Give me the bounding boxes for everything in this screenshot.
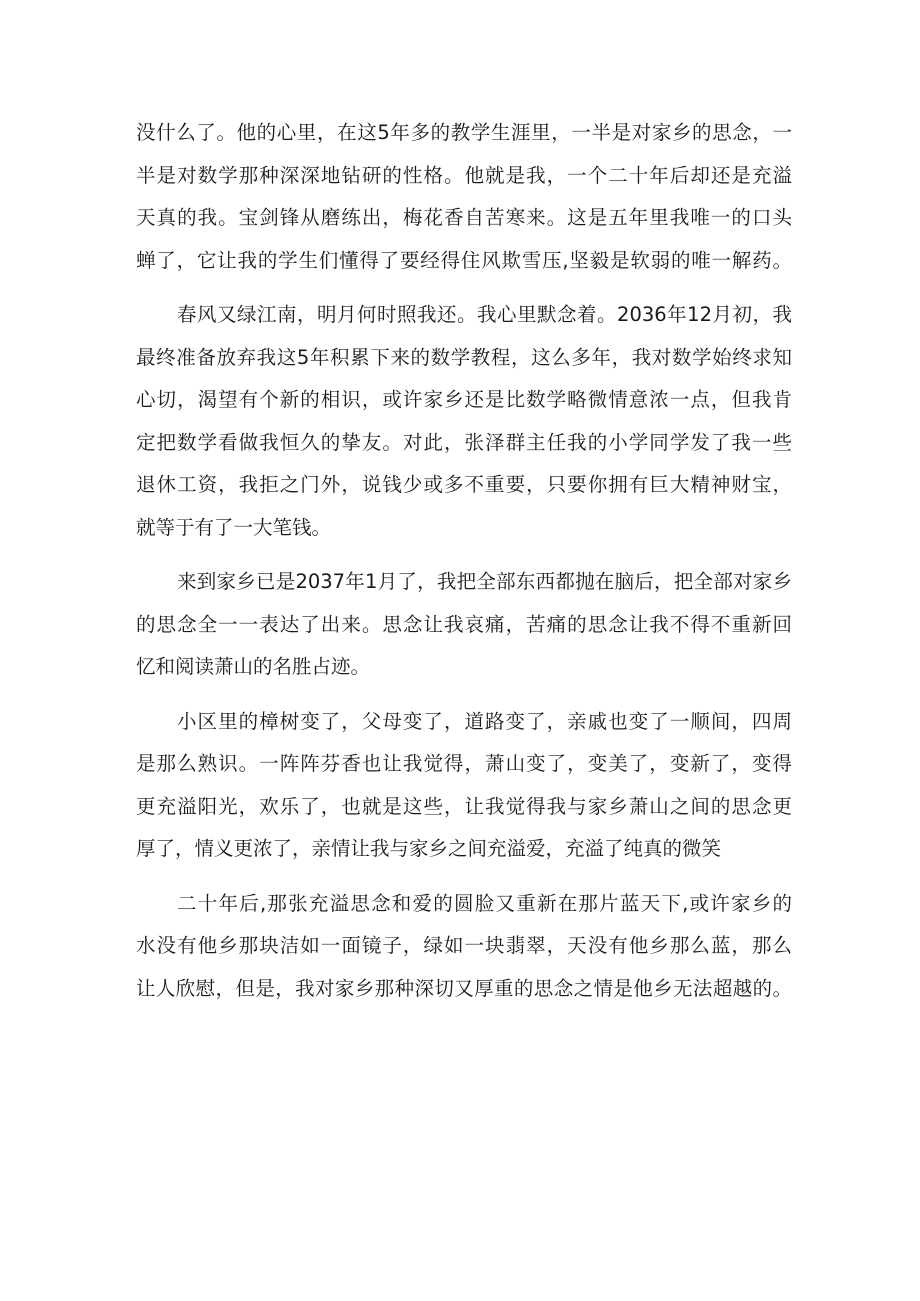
text-line: 水没有他乡那块洁如一面镜子，绿如一块翡翠，天没有他乡那么蓝，那么 (136, 934, 792, 957)
text-line: 春风又绿江南，明月何时照我还。我心里默念着。2036年12月初，我 (177, 303, 792, 326)
text-line: 更充溢阳光，欢乐了，也就是这些，让我觉得我与家乡萧山之间的思念更 (136, 794, 792, 818)
text-line: 忆和阅读萧山的名胜占迹。 (136, 655, 371, 678)
text-line: 蝉了，它让我的学生们懂得了要经得住风欺雪压,坚毅是软弱的唯一解药。 (136, 248, 792, 272)
document-body (136, 112, 792, 1022)
text-line: 没什么了。他的心里，在这5年多的教学生涯里，一半是对家乡的思念，一 (136, 121, 792, 144)
text-line: 二十年后,那张充溢思念和爱的圆脸又重新在那片蓝天下,或许家乡的 (177, 891, 792, 915)
text-line: 最终准备放弃我这5年积累下来的数学教程，这么多年，我对数学始终求知 (136, 345, 792, 369)
paragraph-2 (136, 294, 792, 549)
text-line: 天真的我。宝剑锋从磨练出，梅花香自苦寒来。这是五年里我唯一的口头 (136, 206, 792, 229)
text-line: 半是对数学那种深深地钻研的性格。他就是我，一个二十年后却还是充溢 (136, 163, 792, 187)
text-line: 定把数学看做我恒久的挚友。对此，张泽群主任我的小学同学发了我一些 (136, 430, 792, 454)
paragraph-3 (136, 561, 792, 689)
text-line: 的思念全一一表达了出来。思念让我哀痛，苦痛的思念让我不得不重新回 (136, 612, 792, 636)
text-line: 就等于有了一大笔钱。 (136, 515, 332, 539)
text-line: 是那么熟识。一阵阵芬香也让我觉得，萧山变了，变美了，变新了，变得 (136, 752, 792, 775)
text-line: 小区里的樟树变了，父母变了，道路变了，亲戚也变了一顺间，四周 (177, 709, 792, 733)
paragraph-5 (136, 883, 792, 1011)
text-line: 让人欣慰，但是，我对家乡那种深切又厚重的思念之情是他乡无法超越的。 (136, 976, 792, 1000)
paragraph-1 (136, 112, 792, 282)
text-line: 心切，渴望有个新的相识，或许家乡还是比数学略微情意浓一点，但我肯 (136, 388, 792, 411)
text-line: 厚了，情义更浓了，亲情让我与家乡之间充溢爱，充溢了纯真的微笑 (136, 837, 722, 860)
text-line: 退休工资，我拒之门外，说钱少或多不重要，只要你拥有巨大精神财宝， (136, 473, 792, 496)
text-line: 来到家乡已是2037年1月了，我把全部东西都抛在脑后，把全部对家乡 (177, 570, 792, 593)
paragraph-4 (136, 701, 792, 871)
